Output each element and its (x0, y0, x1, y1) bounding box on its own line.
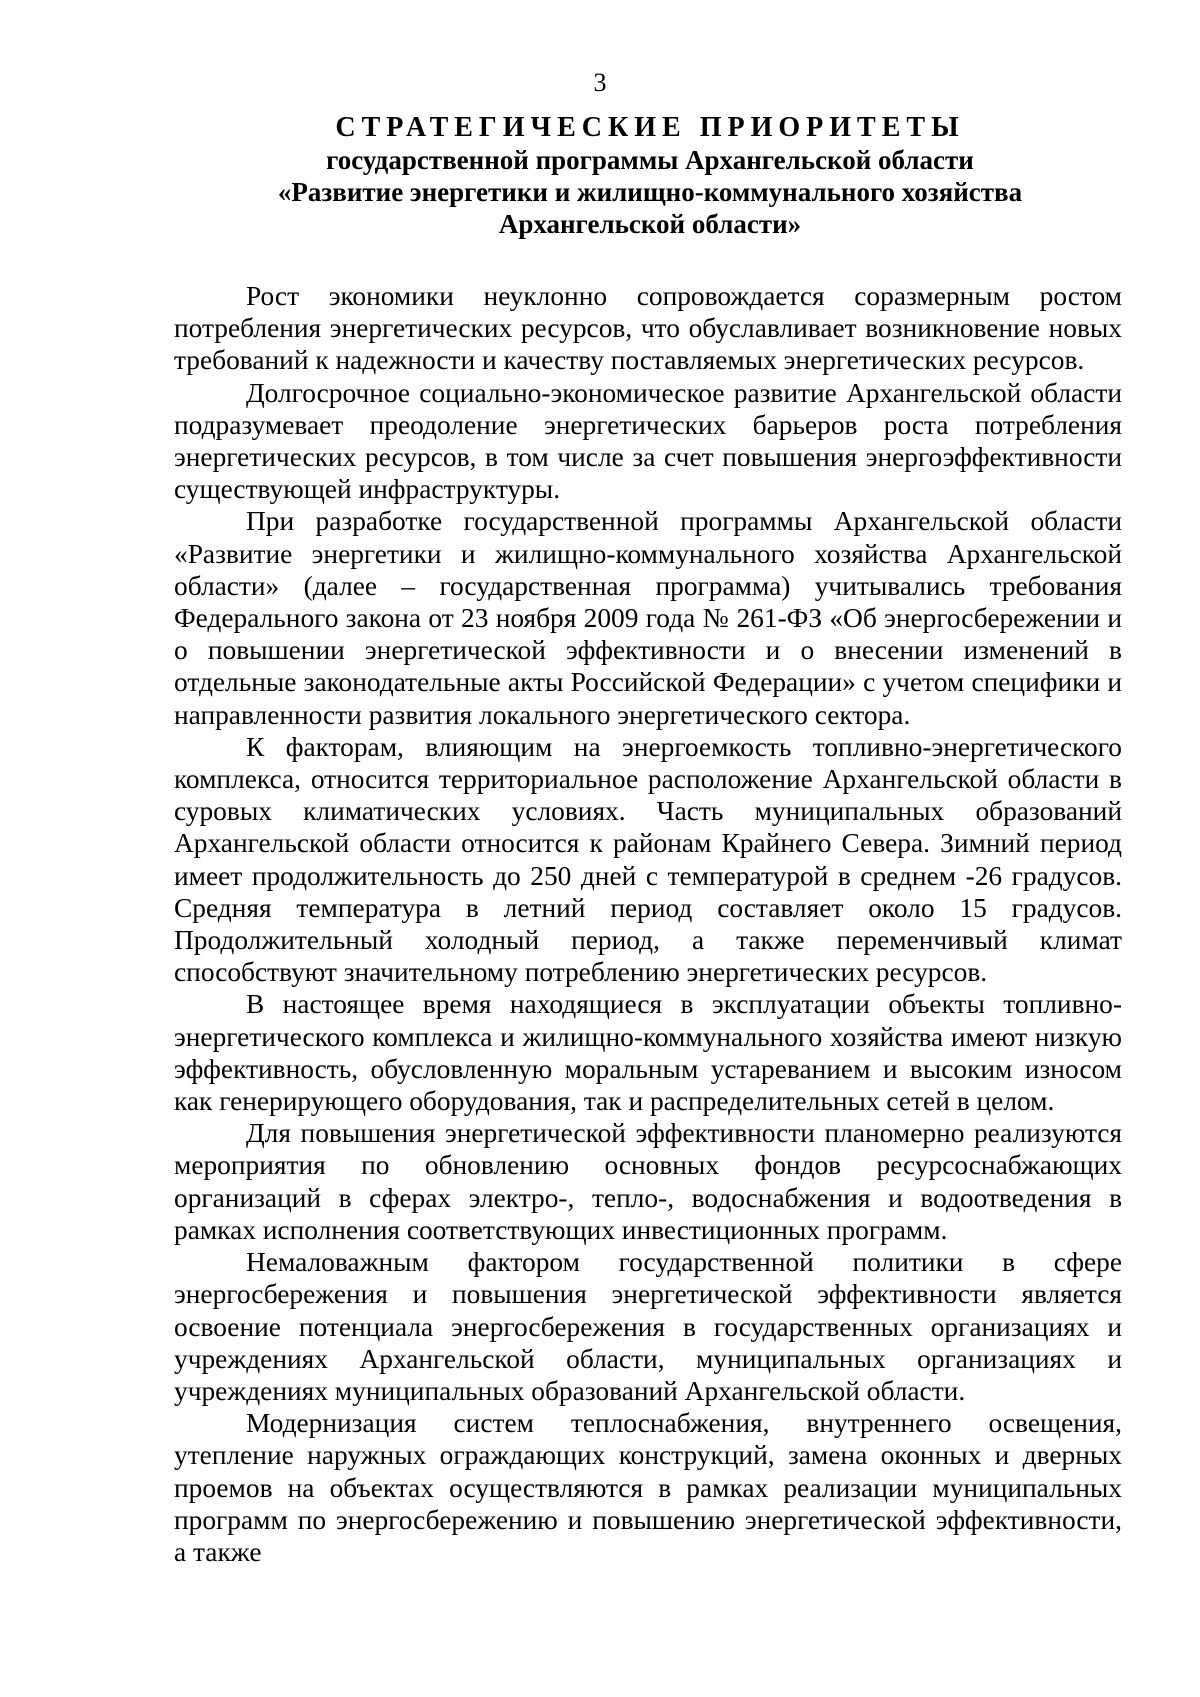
paragraph-7: Немаловажным фактором государственной политики в сфере энергосбережения и повышения энергетической эффективности является освоение потенциала энергосбережения в государственных организациях и учреждениях Архангельской области, муниципальных организациях и учреждениях муниципальных образований Архангельской области. (174, 1247, 1122, 1406)
paragraph-8: Модернизация систем теплоснабжения, внутреннего освещения, утепление наружных ограждающих конструкций, замена оконных и дверных проемов на объектах осуществляются в рамках реализации муниципальных программ по энергосбережению и повышению энергетической эффективности, а также (174, 1408, 1122, 1567)
paragraph-3: При разработке государственной программы Архангельской области «Развитие энергетики и жилищно-коммунального хозяйства Архангельской области» (далее – государственная программа) учитывались требования Федерального закона от 23 ноября 2009 года № 261-ФЗ «Об энергосбережении и о повышении энергетической эффективности и о внесении изменений в отдельные законодательные акты Российской Федерации» с учетом специфики и направленности развития локального энергетического сектора. (174, 506, 1122, 730)
document-heading (160, 112, 1140, 240)
paragraph-4: К факторам, влияющим на энергоемкость топливно-энергетического комплекса, относится территориальное расположение Архангельской области в суровых климатических условиях. Часть муниципальных образований Архангельской области относится к районам Крайнего Севера. Зимний период имеет продолжительность до 250 дней с температурой в среднем -26 градусов. Средняя температура в летний период составляет около 15 градусов. Продолжительный холодный период, а также переменчивый климат способствуют значительному потреблению энергетических ресурсов. (174, 731, 1122, 988)
page-number: 3 (593, 68, 607, 97)
heading-subtitle-line-2: «Развитие энергетики и жилищно-коммунального хозяйства (277, 177, 1023, 207)
paragraph-1: Рост экономики неуклонно сопровождается соразмерным ростом потребления энергетических ресурсов, что обуславливает возникновение новых требований к надежности и качеству поставляемых энергетических ресурсов. (174, 281, 1122, 376)
heading-subtitle-line-3: Архангельской области» (498, 209, 802, 239)
heading-title: СТРАТЕГИЧЕСКИЕ ПРИОРИТЕТЫ (335, 112, 965, 143)
document-body (174, 280, 1122, 1568)
paragraph-6: Для повышения энергетической эффективности планомерно реализуются мероприятия по обновлению основных фондов ресурсоснабжающих организаций в сферах электро-, тепло-, водоснабжения и водоотведения в рамках исполнения соответствующих инвестиционных программ. (174, 1118, 1122, 1245)
heading-subtitle-line-1: государственной программы Архангельской области (326, 145, 974, 175)
paragraph-5: В настоящее время находящиеся в эксплуатации объекты топливно-энергетического комплекса и жилищно-коммунального хозяйства имеют низкую эффективность, обусловленную моральным устареванием и высоким износом как генерирующего оборудования, так и распределительных сетей в целом. (174, 989, 1122, 1117)
paragraph-2: Долгосрочное социально-экономическое развитие Архангельской области подразумевает преодоление энергетических барьеров роста потребления энергетических ресурсов, в том числе за счет повышения энергоэффективности существующей инфраструктуры. (174, 377, 1122, 505)
